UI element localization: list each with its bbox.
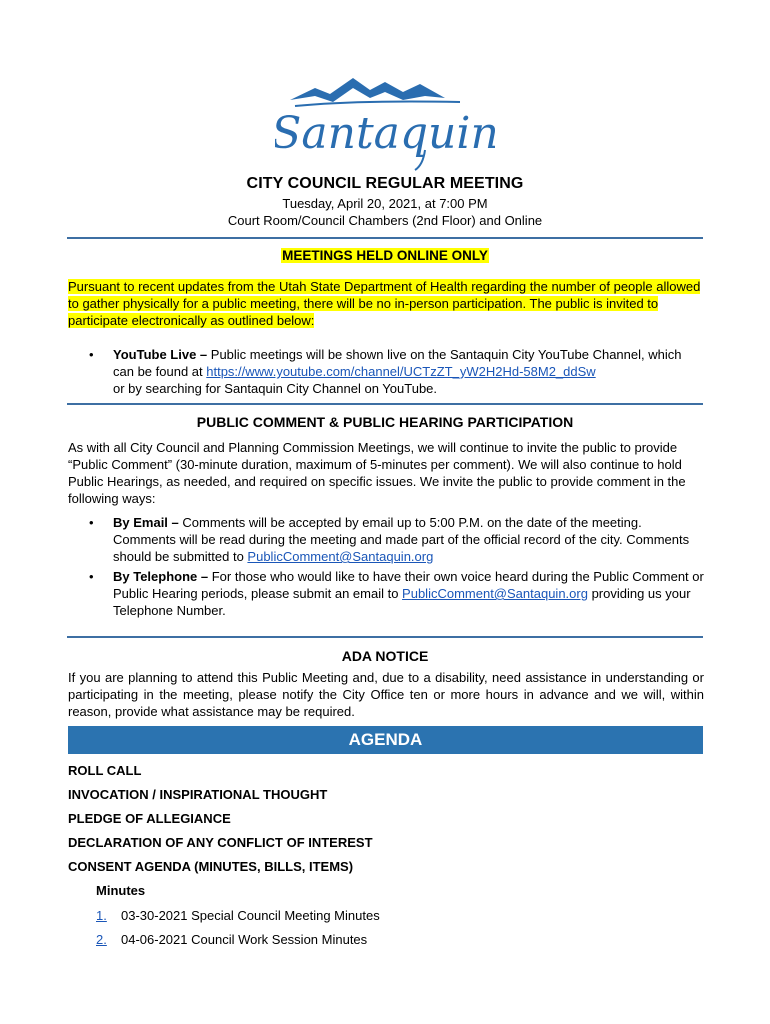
meeting-date: Tuesday, April 20, 2021, at 7:00 PM <box>282 196 488 211</box>
youtube-text: Public meetings will be shown live on the Santaquin City YouTube Channel, which can be found at <box>113 347 682 379</box>
youtube-tail: or by searching for Santaquin City Channel on YouTube. <box>113 381 438 396</box>
minutes-item <box>96 908 380 923</box>
bullet-icon: • <box>89 569 94 584</box>
email-bullet <box>89 514 705 565</box>
ada-heading: ADA NOTICE <box>341 648 429 664</box>
minutes-item <box>96 932 367 947</box>
notice-text: Pursuant to recent updates from the Utah State Department of Health regarding the number of people allowed to gather physically for a public meeting, there will be no in-person participation. The public is invited to participate electronically as outlined below: <box>68 279 701 328</box>
divider <box>67 237 703 239</box>
youtube-bullet <box>89 346 705 397</box>
agenda-item-pledge: PLEDGE OF ALLEGIANCE <box>68 811 231 826</box>
banner-text: MEETINGS HELD ONLINE ONLY <box>282 248 488 263</box>
minutes-item-text: 04-06-2021 Council Work Session Minutes <box>121 932 368 947</box>
public-comment-intro: As with all City Council and Planning Commission Meetings, we will continue to invite the public to provide “Public Comment” (30-minute duration, maximum of 5-minutes per comment). We will also continue to hold Public Hearings, as needed, and required on specific issues. We invite the public to provide comment in the following ways: <box>68 440 686 506</box>
agenda-item-invocation: INVOCATION / INSPIRATIONAL THOUGHT <box>68 787 328 802</box>
email-label: By Email – <box>113 515 179 530</box>
telephone-text: For those who would like to have their own voice heard during the Public Comment or Public Hearing periods, please submit an email to <box>113 569 704 601</box>
divider <box>67 636 703 638</box>
youtube-label: YouTube Live – <box>113 347 208 362</box>
page-title: CITY COUNCIL REGULAR MEETING <box>246 175 524 192</box>
agenda-item-consent: CONSENT AGENDA (MINUTES, BILLS, ITEMS) <box>68 859 354 874</box>
agenda-item-conflict: DECLARATION OF ANY CONFLICT OF INTEREST <box>68 835 373 850</box>
email-link[interactable]: PublicComment@Santaquin.org <box>247 549 434 564</box>
minutes-heading: Minutes <box>96 883 146 898</box>
santaquin-logo <box>275 70 495 175</box>
mountain-logo-icon <box>275 70 495 175</box>
meeting-location: Court Room/Council Chambers (2nd Floor) and Online <box>227 213 543 228</box>
minutes-item-number[interactable]: 2. <box>96 932 107 947</box>
bullet-icon: • <box>89 347 94 362</box>
telephone-label: By Telephone – <box>113 569 209 584</box>
email-text: Comments will be accepted by email up to 5:00 P.M. on the date of the meeting. Comments will be read during the meeting and made part of the official record of the city. Comments should be submitted to <box>113 515 690 564</box>
ada-text: If you are planning to attend this Public Meeting and, due to a disability, need assistance in understanding or participating in the meeting, please notify the City Office ten or more hours in advance and we will, within reason, provide what assistance may be required. <box>68 670 704 719</box>
minutes-item-text: 03-30-2021 Special Council Meeting Minutes <box>121 908 380 923</box>
notice-paragraph <box>68 278 703 329</box>
online-only-banner <box>0 248 770 263</box>
telephone-bullet <box>89 568 705 619</box>
telephone-tail: providing us your Telephone Number. <box>113 586 691 618</box>
youtube-link[interactable]: https://www.youtube.com/channel/UCTzZT_yW2H2Hd-58M2_ddSw <box>206 364 596 379</box>
bullet-icon: • <box>89 515 94 530</box>
agenda-item-roll-call: ROLL CALL <box>68 763 142 778</box>
public-comment-heading: PUBLIC COMMENT & PUBLIC HEARING PARTICIPATION <box>196 414 574 430</box>
divider <box>67 403 703 405</box>
logo-text: Santaquin <box>275 108 495 159</box>
agenda-heading: AGENDA <box>68 726 703 754</box>
telephone-email-link[interactable]: PublicComment@Santaquin.org <box>402 586 588 601</box>
minutes-item-number[interactable]: 1. <box>96 908 107 923</box>
